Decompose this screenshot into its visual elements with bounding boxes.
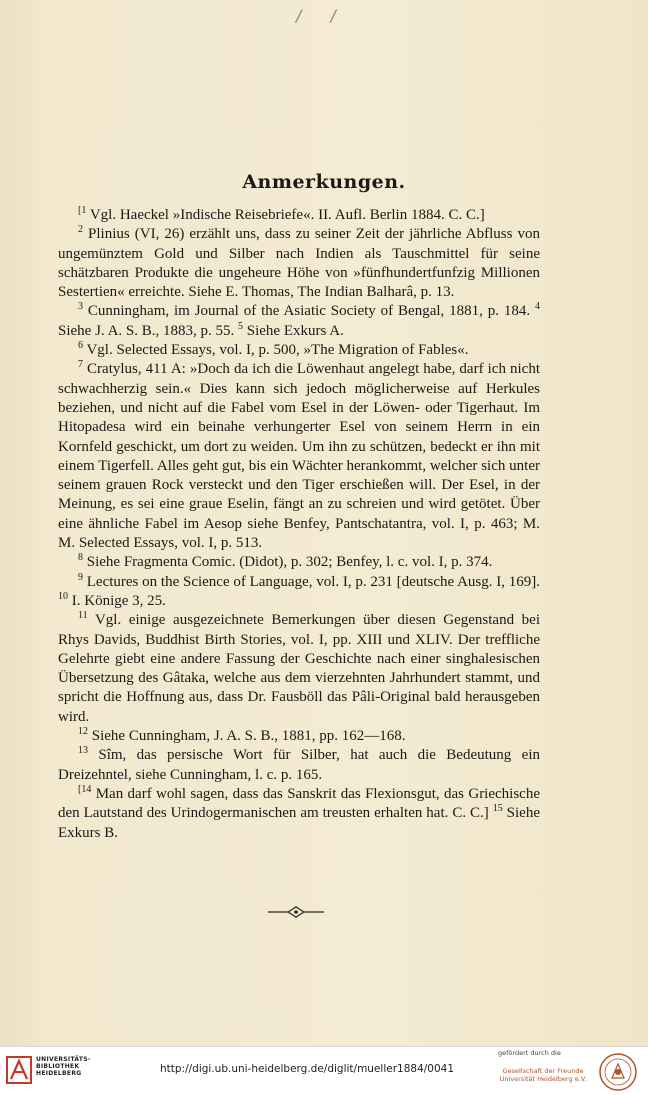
footnote-number: [14 (78, 783, 92, 795)
footnote-text: Siehe Fragmenta Comic. (Didot), p. 302; Benfey, l. c. vol. I, p. 374. (83, 554, 493, 571)
sponsor-label: gefördert durch die (498, 1049, 561, 1057)
footnote-paragraph (58, 785, 540, 843)
footnote-paragraph (58, 302, 540, 341)
university-library-name (36, 1056, 91, 1077)
footnote-number: [1 (78, 205, 87, 216)
footnote-paragraph (58, 553, 540, 572)
footnote-text: Siehe Cunningham, J. A. S. B., 1881, pp. 162—168. (88, 728, 406, 745)
uni-line-3: HEIDELBERG (36, 1070, 82, 1077)
uni-line-2: BIBLIOTHEK (36, 1063, 80, 1070)
society-line-2: Universität Heidelberg e.V. (499, 1075, 587, 1083)
viewer-footer (0, 1046, 648, 1095)
society-name[interactable] (498, 1067, 588, 1083)
footnote-number: 12 (78, 726, 88, 738)
footnote-text: Plinius (VI, 26) erzählt uns, dass zu seiner Zeit der jährliche Abfluss von ungemünztem Gold und Silber nach Indien als Tauschmittel für seine schätzbaren Produkte die ungeheure Höhe von »fünfhundertfunfzig Millionen Sestertien« erreichte. Siehe E. Thomas, The Indian Balharâ, p. 13. (58, 226, 540, 301)
uni-line-1: UNIVERSITÄTS- (36, 1056, 91, 1063)
university-library-logo-icon[interactable] (6, 1053, 32, 1087)
footnote-text: Vgl. Haeckel »Indische Reisebriefe«. II. Aufl. Berlin 1884. C. C.] (86, 207, 485, 223)
footnote-text: Vgl. Selected Essays, vol. I, p. 500, »The Migration of Fables«. (83, 342, 469, 359)
footnote-paragraph (58, 225, 540, 302)
university-seal-icon (598, 1052, 638, 1092)
footnotes-body (58, 206, 540, 843)
pencil-mark: / / (296, 6, 348, 25)
footnote-paragraph (58, 746, 540, 785)
footnote-paragraph (58, 206, 540, 225)
footnote-paragraph (58, 727, 540, 746)
footnote-number: 10 (58, 590, 68, 602)
ornament-divider (266, 906, 326, 918)
footnote-text: Lectures on the Science of Language, vol. I, p. 231 [deutsche Ausg. I, 169]. (83, 573, 540, 590)
footnote-number: 11 (78, 610, 88, 622)
footnote-number: 7 (78, 359, 83, 371)
footnote-number: 2 (78, 224, 83, 236)
society-line-1: Gesellschaft der Freunde (502, 1067, 584, 1075)
footnote-number: 3 (78, 301, 83, 313)
footnote-number: 13 (78, 745, 88, 757)
footnote-number: 8 (78, 552, 83, 564)
footnote-number: 4 (535, 301, 540, 313)
footnote-paragraph (58, 573, 540, 612)
footnote-text: Sîm, das persische Wort für Silber, hat auch die Bedeutung ein Dreizehntel, siehe Cunningham, l. c. p. 165. (58, 747, 540, 783)
footnote-paragraph (58, 611, 540, 727)
footnote-text: Siehe Exkurs A. (243, 322, 344, 339)
footnote-number: 5 (238, 320, 244, 332)
footnote-text: Vgl. einige ausgezeichnete Bemerkungen über diesen Gegenstand bei Rhys Davids, Buddhist Birth Stories, vol. I, pp. XIII und XLIV. Der treffliche Gelehrte giebt eine andere Fassung der Geschichte nach einer singhalesischen Übersetzung des Gâtaka, welche aus dem vierzehnten Jahrhundert stammt, und spricht die Hoffnung aus, dass Dr. Fausböll das Pâli-Original bald herausgeben wird. (58, 612, 540, 725)
footnote-text: Siehe Exkurs B. (58, 805, 541, 841)
footnote-number: 6 (78, 340, 83, 352)
footnote-text: Siehe J. A. S. B., 1883, p. 55. (58, 322, 239, 339)
footnote-text: I. Könige 3, 25. (68, 592, 166, 609)
footnote-text: Man darf wohl sagen, dass das Sanskrit das Flexionsgut, das Griechische den Lautstand des Urindogermanischen am treusten erhalten hat. C. C.] (58, 785, 540, 822)
footnote-number: 9 (78, 571, 83, 583)
footnote-paragraph (58, 341, 540, 360)
footnote-paragraph (58, 360, 540, 553)
permalink-url[interactable]: http://digi.ub.uni-heidelberg.de/diglit/mueller1884/0041 (160, 1063, 455, 1075)
footnote-number: 15 (492, 803, 503, 815)
page-title: Anmerkungen. (242, 171, 406, 193)
footnote-text: Cratylus, 411 A: »Doch da ich die Löwenhaut angelegt habe, darf ich nicht schwachherzig sein.« Dies kann sich jedoch möglicherweise auf Herkules beziehen, und nicht auf die Fabel vom Esel in der Löwen- oder Tigerhaut. Im Hitopadesa wird ein beinahe verhungerter Esel von seinem Herrn in ein Kornfeld geschickt, um dort zu weiden. Um ihn zu schützen, bedeckt er ihn mit einem Tigerfell. Alles geht gut, bis ein Wächter herankommt, welcher sich unter seinem grauen Rock versteckt und den Tiger erschießen will. Der Esel, in der Meinung, es sei eine graue Eselin, fängt an zu schreien und wird getötet. Über eine ähnliche Fabel im Aesop siehe Benfey, Pantschatantra, vol. I, p. 463; M. M. Selected Essays, vol. I, p. 513. (58, 361, 540, 552)
footnote-text: Cunningham, im Journal of the Asiatic Society of Bengal, 1881, p. 184. (83, 303, 535, 320)
